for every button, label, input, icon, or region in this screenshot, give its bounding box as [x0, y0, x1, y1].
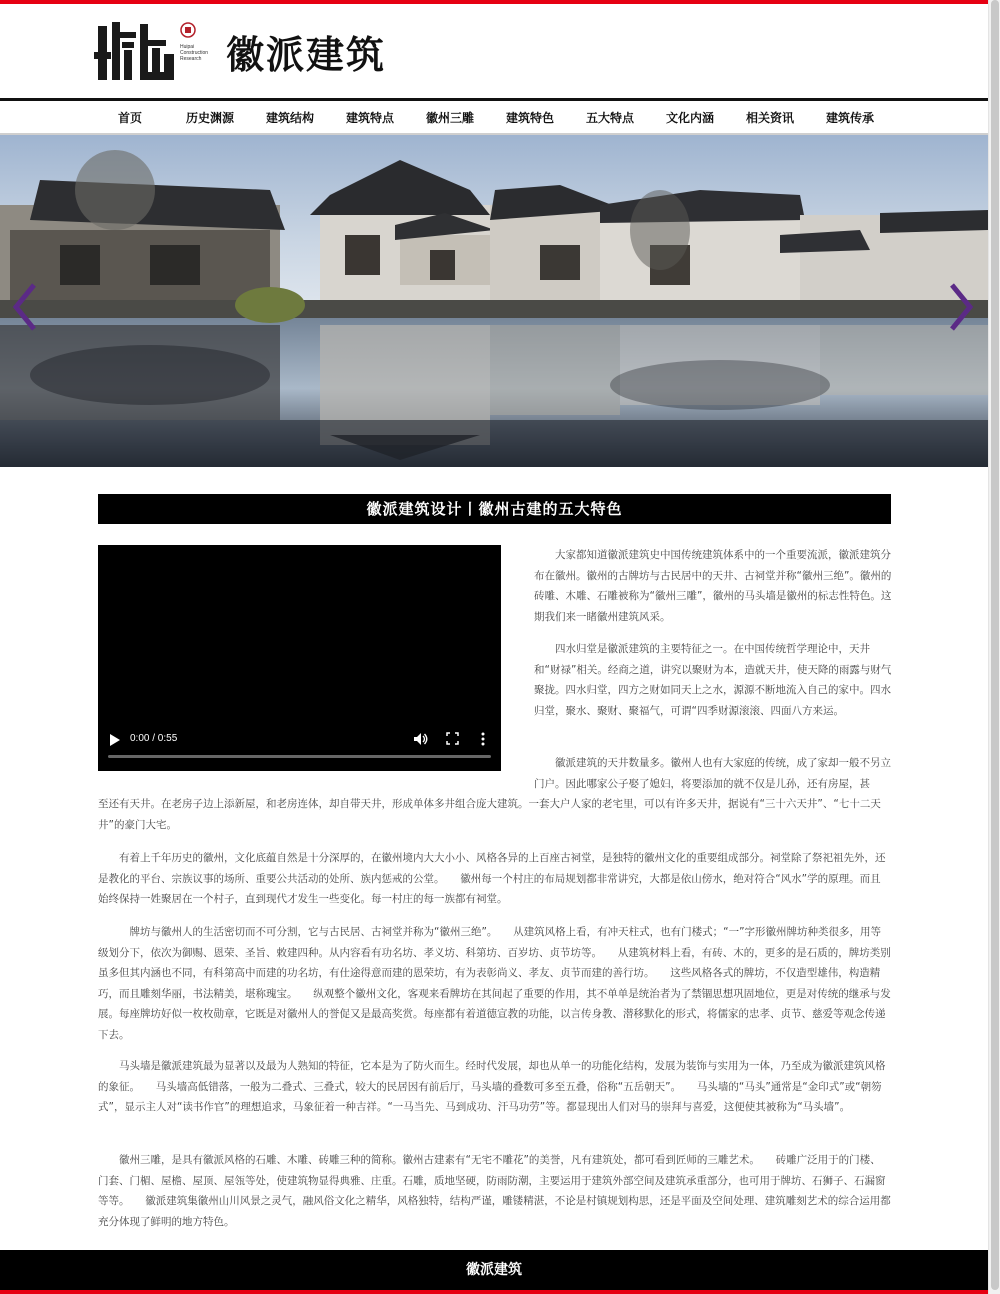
more-options-icon[interactable]	[481, 732, 485, 746]
fullscreen-icon[interactable]	[447, 733, 458, 744]
banner-photo-village-reflection	[0, 135, 988, 467]
nav-item-three-carvings[interactable]: 徽州三雕	[425, 110, 474, 125]
nav-item-five-features[interactable]: 五大特点	[585, 110, 634, 125]
video-time: 0:00 / 0:55	[130, 733, 178, 744]
article-paragraph-archway: 牌坊与徽州人的生活密切而不可分割，它与古民居、古祠堂并称为“徽州三绝”。 从建筑风格上看，有冲天柱式，也有门楼式；“一”字形徽州牌坊种类很多，用等级划分下，依次为御赐、恩荣、圣旨、敕建四种。从内容看有功名坊、孝义坊、科第坊、百岁坊、贞节坊等。 从建筑材料上看，有砖、木的，更多的是石质的，牌坊类别虽多但其内涵也不同，有科第高中而建的功名坊，有仕途得意而建的恩荣坊，有为表彰尚义、孝友、贞节而建的善行坊。 这些风格各式的牌坊，不仅造型雄伟，构造精巧，而且雕刻华丽，书法精美，堪称瑰宝。 纵观整个徽州文化，客观来看牌坊在其间起了重要的作用，其不单单是统治者为了禁锢思想巩固地位，更是对传统的继承与发展。每座牌坊好似一枚枚勋章，它既是对徽州人的誉促又是最高奖赏。每座都有着道德宣教的功能，以言传身教、潜移默化的形式，将儒家的忠孝、贞节、慈爱等观念传递下去。	[98, 926, 891, 1041]
nav-item-history[interactable]: 历史渊源	[185, 110, 234, 125]
main-nav	[90, 101, 910, 133]
scrollbar-thumb[interactable]	[991, 0, 999, 1290]
site-footer: 徽派建筑	[0, 1250, 988, 1290]
section-title: 徽派建筑设计丨徽州古建的五大特色	[98, 494, 891, 524]
article-paragraph-horse-head-wall: 马头墙是徽派建筑最为显著以及最为人熟知的特征，它本是为了防火而生。经时代发展，却也从单一的功能化结构，发展为装饰与实用为一体，乃至成为徽派建筑风格的象征。 马头墙高低错落，一般为二叠式、三叠式，较大的民居因有前后厅，马头墙的叠数可多至五叠，俗称“五岳朝天”。 马头墙的“马头”通常是“金印式”或“朝笏式”，显示主人对“读书作官”的理想追求，马象征着一种吉祥。“一马当先、马到成功、汗马功劳”等。都显现出人们对马的崇拜与喜爱，这便使其被称为“马头墙”。	[98, 1060, 886, 1113]
svg-text:Huipai: Huipai	[180, 44, 195, 50]
play-icon[interactable]	[110, 734, 120, 746]
banner-prev-arrow-icon[interactable]	[12, 283, 38, 331]
svg-text:Construction: Construction	[180, 50, 209, 56]
svg-text:Research: Research	[180, 56, 202, 62]
site-title[interactable]: 徽派建筑	[226, 32, 387, 77]
article-paragraph-three-carvings: 徽州三雕，是具有徽派风格的石雕、木雕、砖雕三种的简称。徽州古建素有“无宅不雕花”的美誉，凡有建筑处，都可看到匠师的三雕艺术。 砖雕广泛用于的门楼、门套、门楣、屋檐、屋顶、屋瓴等处，使建筑物显得典雅、庄重。石雕，质地坚硬，防雨防潮，主要运用于建筑外部空间及建筑承重部分，也可用于牌坊、石狮子、石漏窗等等。 徽派建筑集徽州山川风景之灵气，融风俗文化之精华，风格独特，结构严谨，雕镂精湛，不论是村镇规划构思，还是平面及空间处理、建筑雕刻艺术的综合运用都充分体现了鲜明的地方特色。	[98, 1154, 891, 1228]
article-paragraph-intro: 大家都知道徽派建筑史中国传统建筑体系中的一个重要流派，徽派建筑分布在徽州。徽州的古牌坊与古民居中的天井、古祠堂并称“徽州三绝”。徽州的砖雕、木雕、石雕被称为“徽州三雕”，徽州的马头墙是徽州的标志性特色。这期我们来一睹徽州建筑风采。	[534, 549, 892, 623]
nav-item-culture[interactable]: 文化内涵	[665, 110, 714, 125]
nav-item-structure[interactable]: 建筑结构	[265, 110, 314, 125]
page-scrollbar[interactable]	[988, 0, 1000, 1294]
article-paragraph-skywell-b: 至还有天井。在老房子边上添新屋，和老房连体，却自带天井，形成单体多井组合庞大建筑。一套大户人家的老宅里，可以有许多天井，据说有“三十六天井”、“七十二天井”的豪门大宅。	[98, 798, 881, 831]
video-player[interactable]	[98, 545, 501, 771]
nav-item-news[interactable]: 相关资讯	[745, 110, 794, 125]
banner-next-arrow-icon[interactable]	[948, 283, 974, 331]
video-progress-track[interactable]	[108, 755, 491, 758]
bottom-accent-stripe	[0, 1290, 988, 1294]
article-paragraph-skywell-a: 徽派建筑的天井数量多。徽州人也有大家庭的传统，成了家却一般不另立门户。因此哪家公子娶了媳妇，将要添加的就不仅是儿孙，还有房屋，甚	[534, 757, 891, 790]
nav-item-home[interactable]: 首页	[117, 110, 142, 125]
article-paragraph-ancestral-hall: 有着上千年历史的徽州，文化底蕴自然是十分深厚的，在徽州境内大大小小、风格各异的上百座古祠堂，是独特的徽州文化的重要组成部分。祠堂除了祭祀祖先外，还是教化的平台、宗族议事的场所、重要公共活动的处所、族内惩戒的公堂。 徽州每一个村庄的布局规划都非常讲究，大都是依山傍水，绝对符合“风水”学的原理。而且始终保持一姓聚居在一个村子，直到现代才发生一些变化。每一村庄的每一族都有祠堂。	[98, 852, 886, 905]
nav-item-features[interactable]: 建筑特点	[345, 110, 394, 125]
logo-icon[interactable]	[94, 18, 209, 84]
article-paragraph-four-waters: 四水归堂是徽派建筑的主要特征之一。在中国传统哲学理论中，天井和“财禄”相关。经商之道，讲究以聚财为本，造就天井，使天降的雨露与财气聚拢。四水归堂，四方之财如同天上之水，源源不断地流入自己的家中。四水归堂，聚水、聚财、聚福气，可谓“四季财源滚滚、四面八方来运。	[534, 643, 892, 717]
site-header	[0, 4, 988, 98]
nav-item-heritage[interactable]: 建筑传承	[825, 110, 874, 125]
nav-item-characteristics[interactable]: 建筑特色	[505, 110, 554, 125]
volume-icon[interactable]	[414, 732, 428, 746]
hero-banner	[0, 135, 988, 467]
